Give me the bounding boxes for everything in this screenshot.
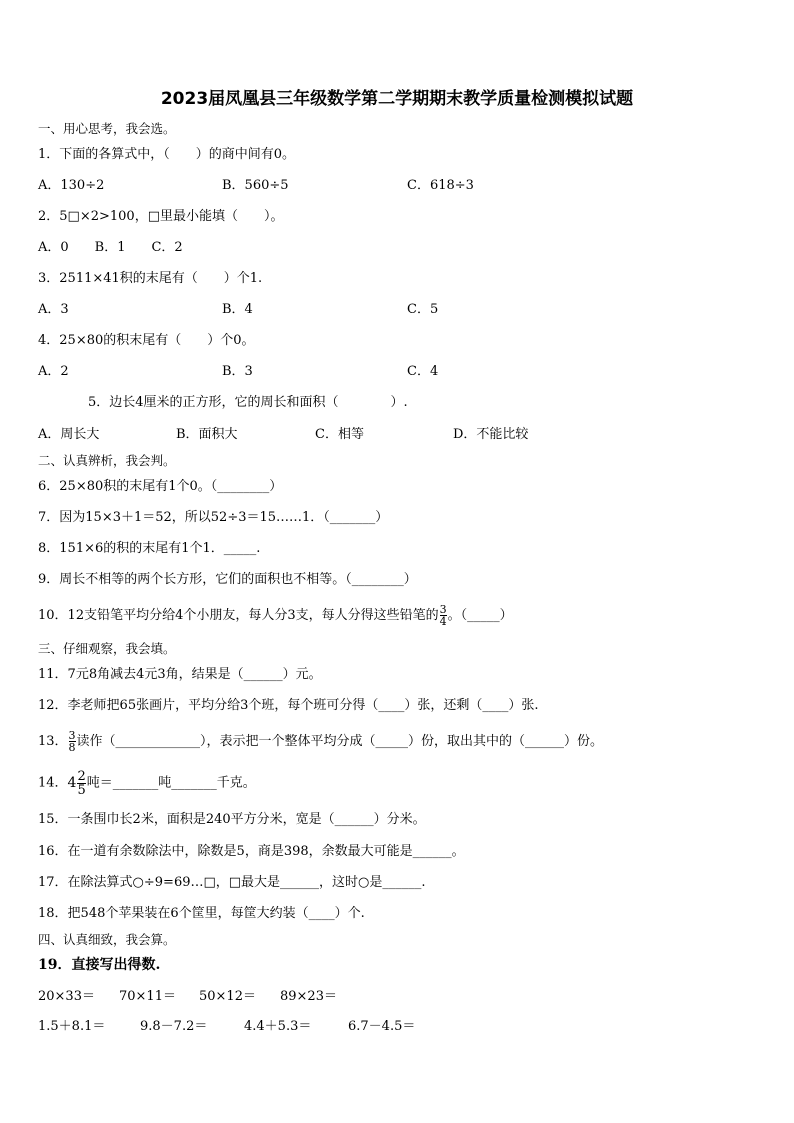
calc-item: 1.5＋8.1＝ [38,1019,106,1034]
q4-option-a: A．2 [38,364,69,379]
q4-option-b: B．3 [222,364,253,379]
question-8: 8．151×6的积的末尾有1个1．_____. [38,541,261,556]
question-9: 9．周长不相等的两个长方形，它们的面积也不相等。（________） [38,572,417,587]
q14-whole-number: 4 [67,775,77,791]
question-13 [38,727,603,757]
calc-item: 6.7－4.5＝ [348,1019,416,1034]
q5-option-a: A．周长大 [38,427,100,442]
q3-option-a: A．3 [38,302,69,317]
question-19: 19．直接写出得数. [38,957,161,973]
q10-fraction [440,604,447,627]
q5-option-d: D．不能比较 [453,427,529,442]
question-7: 7．因为15×3＋1＝52，所以52÷3＝15……1．（_______） [38,510,389,525]
question-5: 5．边长4厘米的正方形，它的周长和面积（ ）. [88,395,408,410]
question-11: 11．7元8角减去4元3角，结果是（______）元。 [38,667,322,682]
q1-option-c: C．618÷3 [407,178,474,193]
q5-option-b: B．面积大 [176,427,238,442]
section-4-heading: 四、认真细致，我会算。 [38,932,176,947]
q10-fraction-denominator: 4 [439,615,447,628]
question-12: 12．李老师把65张画片，平均分给3个班，每个班可分得（____）张，还剩（____）张. [38,698,539,713]
q3-option-b: B．4 [222,302,253,317]
q13-fraction-numerator: 3 [68,729,76,742]
q3-option-c: C．5 [407,302,439,317]
question-15: 15．一条围巾长2米，面积是240平方分米，宽是（______）分米。 [38,812,426,827]
question-4: 4．25×80的积末尾有（ ）个0。 [38,333,255,348]
question-10 [38,601,513,631]
section-2-heading: 二、认真辨析，我会判。 [38,453,176,468]
question-14 [38,766,256,801]
q14-fraction-numerator: 2 [77,768,86,784]
calc-item: 50×12＝ [199,989,256,1004]
section-1-heading: 一、用心思考，我会选。 [38,121,176,136]
q13-fraction [69,730,76,753]
q4-option-c: C．4 [407,364,439,379]
q13-text: 读作（_____________），表示把一个整体平均分成（_____）份，取出其中的（______）份。 [76,734,604,749]
calc-item: 4.4＋5.3＝ [244,1019,312,1034]
q2-options: A．0 B．1 C．2 [38,240,183,255]
question-2: 2．5□×2>100，□里最小能填（ ）。 [38,209,284,224]
q14-label: 14． [38,775,68,791]
q10-text: 10．12支铅笔平均分给4个小朋友，每人分3支，每人分得这些铅笔的 [38,608,439,623]
calc-item: 9.8－7.2＝ [140,1019,208,1034]
q10-text-end: 。（_____） [447,608,513,623]
calc-item: 89×23＝ [280,989,337,1004]
q10-fraction-numerator: 3 [439,603,447,616]
q14-fraction [77,770,85,797]
q13-label: 13． [38,734,68,749]
q14-fraction-denominator: 5 [77,782,86,798]
calc-item: 20×33＝ [38,989,95,1004]
question-17: 17．在除法算式○÷9=69…□，□最大是______，这时○是______. [38,875,426,890]
q13-fraction-denominator: 8 [68,741,76,754]
question-6: 6．25×80积的末尾有1个0。（________） [38,479,283,494]
calc-item: 70×11＝ [119,989,176,1004]
question-18: 18．把548个苹果装在6个筐里，每筐大约装（____）个. [38,906,365,921]
question-16: 16．在一道有余数除法中，除数是5，商是398，余数最大可能是______。 [38,844,465,859]
q1-option-a: A．130÷2 [38,178,105,193]
q14-text: 吨＝_______吨_______千克。 [86,775,256,791]
question-1: 1．下面的各算式中，（ ）的商中间有0。 [38,147,296,162]
question-3: 3．2511×41积的末尾有（ ）个1. [38,271,263,286]
q1-option-b: B．560÷5 [222,178,289,193]
q5-option-c: C．相等 [315,427,364,442]
page-title: 2023届凤凰县三年级数学第二学期期末教学质量检测模拟试题 [160,89,634,109]
section-3-heading: 三、仔细观察，我会填。 [38,641,176,656]
